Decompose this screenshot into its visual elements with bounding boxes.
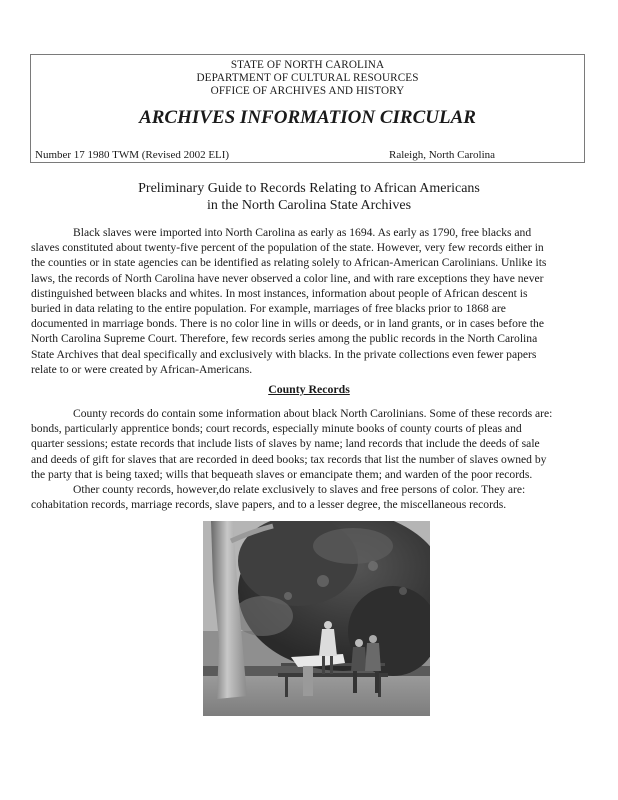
document-title <box>0 180 618 214</box>
text-line: County records do contain some information about black North Carolinians. Some of these records are: <box>73 407 553 420</box>
circular-number: Number 17 1980 TWM (Revised 2002 ELI) <box>35 149 230 161</box>
circular-title: ARCHIVES INFORMATION CIRCULAR <box>139 107 476 128</box>
county-records-paragraph <box>31 406 591 512</box>
text-line: buried in data relating to the entire population. For example, marriages of free blacks prior to 1868 are <box>31 302 506 316</box>
text-line: cohabitation records, marriage records, slave papers, and to a lesser degree, the miscellaneous records. <box>31 498 507 512</box>
text-line: relate to or were created by African-Americans. <box>31 362 253 376</box>
photo-illustration <box>203 521 430 716</box>
text-line: Other county records, however,do relate exclusively to slaves and free persons of color. They are: <box>73 483 526 497</box>
document-title-line-2: in the North Carolina State Archives <box>206 198 412 213</box>
header-office-line: OFFICE OF ARCHIVES AND HISTORY <box>210 85 405 97</box>
text-line: bonds, particularly apprentice bonds; court records, especially minute books of county courts of pleas and <box>31 422 522 436</box>
text-line: the counties or in state agencies can be identified as relating solely to African-American Carolinians. Unlike its <box>31 256 547 270</box>
header-department-line: DEPARTMENT OF CULTURAL RESOURCES <box>196 72 419 84</box>
section-heading-county-records: County Records <box>268 382 350 396</box>
circular-header-box <box>30 54 585 163</box>
circular-place: Raleigh, North Carolina <box>389 149 496 161</box>
document-title-line-1: Preliminary Guide to Records Relating to African Americans <box>138 181 480 196</box>
text-line: and deeds of gift for slaves that are recorded in deed books; tax records that list the number of slaves owned by <box>31 452 547 466</box>
text-line: Black slaves were imported into North Carolina as early as 1694. As early as 1790, free blacks and <box>73 226 532 239</box>
tar-heel-family-photo <box>203 521 430 716</box>
text-line: quarter sessions; estate records that include lists of slaves by name; land records that include the deeds of sale <box>31 437 540 451</box>
text-line: slaves constituted about twenty-five percent of the population of the state. However, very few records either in <box>31 241 544 255</box>
header-state-line: STATE OF NORTH CAROLINA <box>230 59 385 71</box>
text-line: the party that is being taxed; wills that bequeath slaves or emancipate them; and warden of the poor records. <box>31 467 533 481</box>
intro-paragraph <box>31 225 591 377</box>
text-line: laws, the records of North Carolina have never observed a color line, and with rare exceptions they have never <box>31 271 544 285</box>
text-line: documented in marriage bonds. There is no color line in wills or deeds, or in land grants, or in cases before the <box>31 317 544 331</box>
text-line: distinguished between blacks and whites. In most instances, information about people of African descent is <box>31 286 528 300</box>
text-line: State Archives that deal specifically and exclusively with blacks. In the private collections even fewer papers <box>31 347 537 361</box>
text-line: North Carolina Supreme Court. Therefore, few records series among the public records in the North Carolina <box>31 332 538 346</box>
